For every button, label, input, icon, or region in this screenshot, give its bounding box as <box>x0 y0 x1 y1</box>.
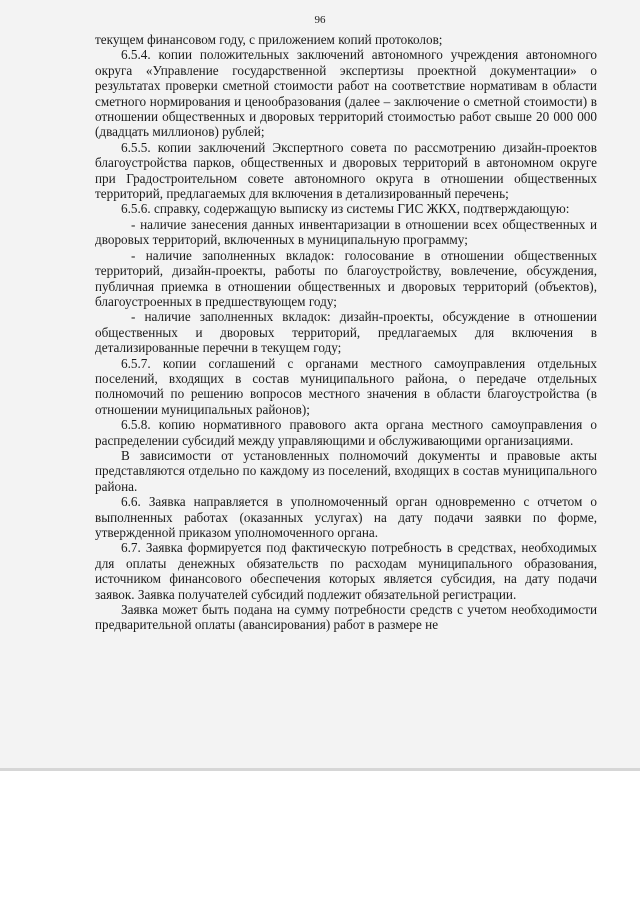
paragraph: Заявка может быть подана на сумму потребности средств с учетом необходимости предварительной оплаты (авансирования) работ в размере не <box>95 602 597 633</box>
paragraph: 6.5.7. копии соглашений с органами местного самоуправления отдельных поселений, входящих в состав муниципального района, о передаче отдельных полномочий по решению вопросов местного значения в области благоустройства (в отношении муниципальных районов); <box>95 355 597 417</box>
list-item: - наличие заполненных вкладок: голосование в отношении общественных территорий, дизайн-проекты, работы по благоустройству, вовлечение, обсуждения, публичная приемка в отношении общественных и дворовых территорий (объектов), благоустроенных в предшествующем году; <box>95 247 597 309</box>
paragraph: 6.6. Заявка направляется в уполномоченный орган одновременно с отчетом о выполненных работах (оказанных услугах) на дату подачи заявки по форме, утвержденной приказом уполномоченного органа. <box>95 494 597 540</box>
paragraph: 6.5.5. копии заключений Экспертного совета по рассмотрению дизайн-проектов благоустройства парков, общественных и дворовых территорий в автономном округе при Градостроительном совете автономного округа в отношении общественных территорий, предлагаемых для включения в детализированный перечень; <box>95 139 597 202</box>
paragraph: 6.5.4. копии положительных заключений автономного учреждения автономного округа «Управление государственной экспертизы проектной документации» о результатах проверки сметной стоимости работ на соответствие нормативам в области сметного нормирования и ценообразования (далее – заключение о сметной стоимости) в отношении общественных и дворовых территорий стоимостью работ свыше 20 000 000 (двадцать миллионов) рублей; <box>95 47 597 140</box>
paragraph: 6.5.6. справку, содержащую выписку из системы ГИС ЖКХ, подтверждающую: <box>121 201 570 217</box>
scan-bottom-edge <box>0 768 640 771</box>
paragraph: текущем финансовом году, с приложением копий протоколов; <box>95 32 443 47</box>
list-item: - наличие заполненных вкладок: дизайн-проекты, обсуждение в отношении общественных и дворовых территорий, предлагаемых для включения в детализированные перечни в текущем году; <box>95 309 597 356</box>
paragraph: 6.5.8. копию нормативного правового акта органа местного самоуправления о распределении субсидий между управляющими и обслуживающими организациями. <box>95 417 597 448</box>
paragraph: 6.7. Заявка формируется под фактическую потребность в средствах, необходимых для оплаты денежных обязательств по расходам муниципального образования, источником финансового обеспечения которых является субсидия, на дату подачи заявок. Заявка получателей субсидий подлежит обязательной регистрации. <box>95 540 597 602</box>
list-item: - наличие занесения данных инвентаризации в отношении всех общественных и дворовых территорий, включенных в муниципальную программу; <box>95 216 597 248</box>
page-number: 96 <box>314 14 326 26</box>
document-body <box>95 32 597 633</box>
paragraph: В зависимости от установленных полномочий документы и правовые акты представляются отдельно по каждому из поселений, входящих в состав муниципального района. <box>95 447 597 494</box>
